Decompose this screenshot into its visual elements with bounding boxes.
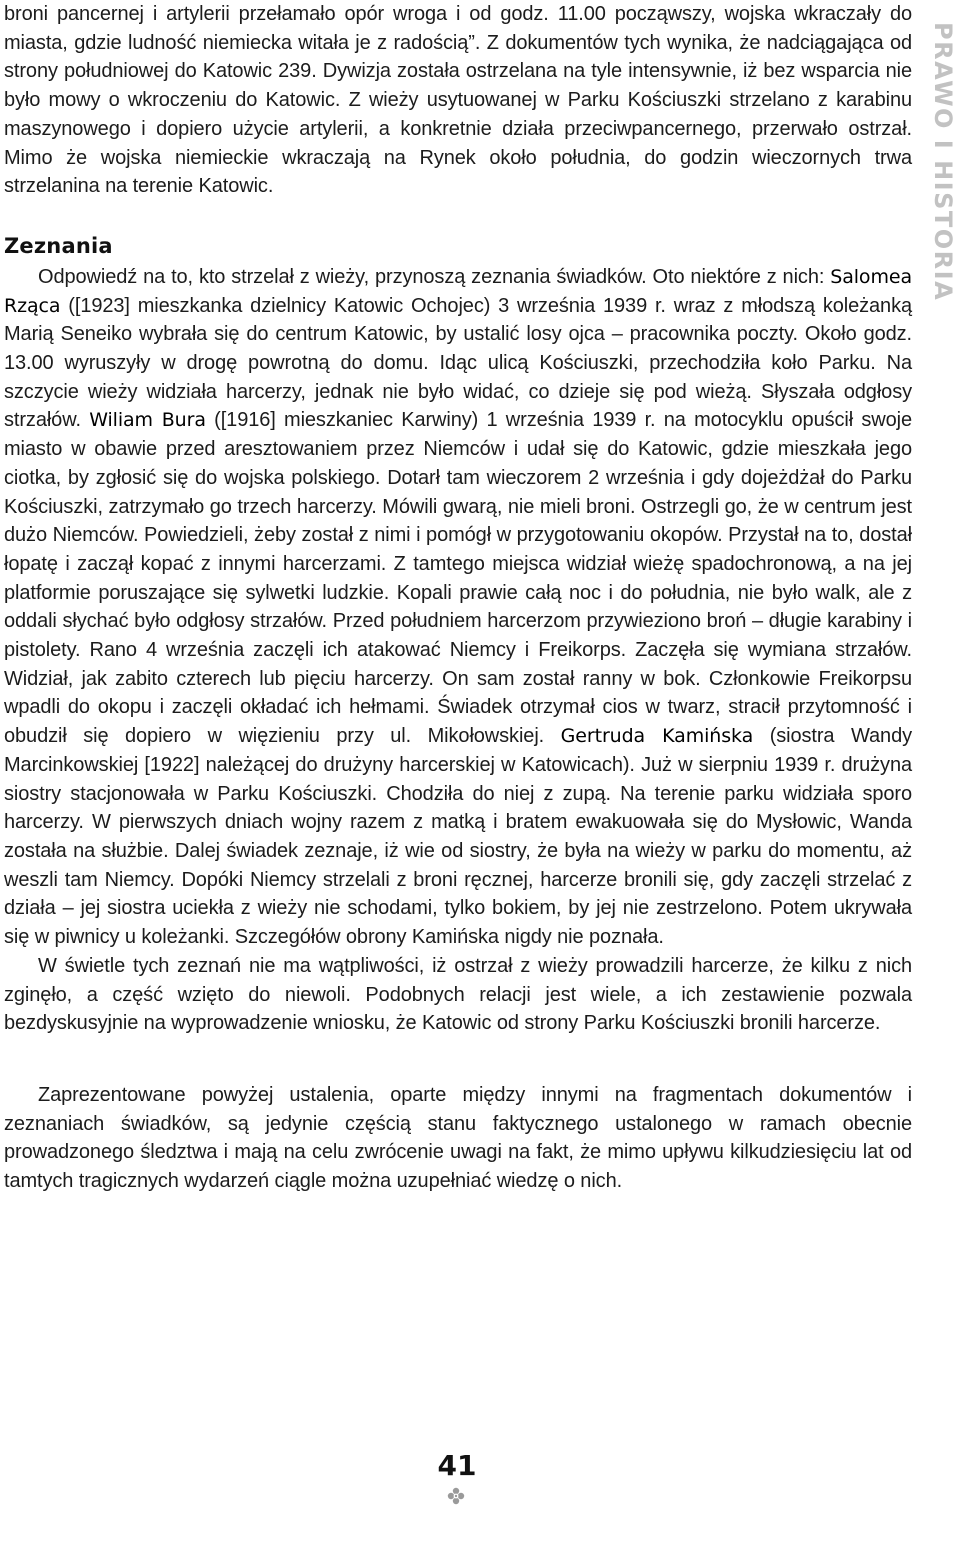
witness-name: Salomea Rząca (4, 265, 912, 317)
witness-testimony: ([1916] mieszkaniec Karwiny) 1 września 1939 r. na motocyklu opuścił swoje miasto w obawie przed aresztowaniem przez Niemców i udał się do Katowic, gdzie mieszkała jego ciotka, by zgłosić się do wojska polskiego. Dotarł tam wieczorem 2 września i gdy dojeżdżał do Parku Kościuszki, zatrzymało go trzech harcerzy. Mówili gwarą, nie mieli broni. Ostrzegli go, że w centrum jest dużo Niemców. Powiedzieli, żeby został z nimi i pomógł w przygotowaniu okopów. Przystał na to, dostał łopatę i zaczął kopać z innymi harcerzami. Z tamtego miejsca widział wieżę spadochronową, a na jej platformie poruszające się sylwetki ludzkie. Kopali prawie całą noc i do południa, nie było walk, ale z oddali słychać było odgłosy strzałów. Przed południem harcerzom przywieziono broń – długie karabiny i pistolety. Rano 4 września zaczęli ich atakować Niemcy i Freikorps. Zaczęła się wymiana strzałów. Widział, jak zabito czterech lub pięciu harcerzy. On sam został ranny w bok. Członkowie Freikorpsu wpadli do okopu i zaczęli okładać ich hełmami. Świadek otrzymał cios w twarz, stracił przytomność i obudził się dopiero w więzieniu przy ul. Mikołowskiej. (4, 409, 912, 748)
intro-paragraph: broni pancernej i artylerii przełamało opór wroga i od godz. 11.00 począwszy, wojska wkraczały do miasta, gdzie ludność niemiecka witała je z radością”. Z dokumentów tych wynika, że nadciągająca od strony południowej do Katowic 239. Dywizja została ostrzelana na tyle intensywnie, iż bez wsparcia nie było mowy o wkroczeniu do Katowic. Z wieży usytuowanej w Parku Kościuszki strzelano z karabinu maszynowego i dopiero użycie artylerii, a konkretnie działa przeciwpancernego, przerwało ostrzał. Mimo że wojska niemieckie wkraczają na Rynek około południa, do godzin wieczornych trwa strzelanina na terenie Katowic. (4, 3, 912, 198)
page-number: 41 (437, 1449, 477, 1482)
witness-name: Gertruda Kamińska (560, 725, 754, 748)
conclusion-paragraph: W świetle tych zeznań nie ma wątpliwości, iż ostrzał z wieży prowadzili harcerze, że kilku z nich zginęło, a część wzięto do niewoli. Podobnych relacji jest wiele, a ich zestawienie pozwala bezdyskusyjnie na wyprowadzenie wniosku, że Katowic od strony Parku Kościuszki bronili harcerze. (4, 954, 912, 1035)
closing-paragraph: Zaprezentowane powyżej ustalenia, oparte między innymi na fragmentach dokumentów i zeznaniach świadków, są jedynie częścią stanu faktycznego ustalonego w ramach obecnie prowadzonego śledztwa i mają na celu zwrócenie uwagi na fakt, że mimo upływu kilkudziesięciu lat od tamtych tragicznych wydarzeń ciągle można uzupełniać wiedzę o nich. (4, 1083, 912, 1193)
witness-testimony: ([1923] mieszkanka dzielnicy Katowic Ochojec) 3 września 1939 r. wraz z młodszą koleżanką Marią Seneiko wybrała się do centrum Katowic, by ustalić losy ojca – pracownika poczty. Około godz. 13.00 wyruszyły w drogę powrotną do domu. Idąc ulicą Kościuszki, przechodziła koło Parku. Na szczycie wieży widziała harcerzy, jednak nie było widać, co dzieje się pod wieżą. Słyszała odgłosy strzałów. (4, 294, 912, 432)
witness-testimony: (siostra Wandy Marcinkowskiej [1922] należącej do drużyny harcerskiej w Katowicach). Już w sierpniu 1939 r. drużyna siostry stacjonowała w Parku Kościuszki. Chodziła do niej z zupą. Na terenie parku widziała sporo harcerzy. W pierwszych dniach wojny razem z matką i bratem ewakuowała się do Mysłowic, Wanda została na służbie. Dalej świadek zeznaje, iż wie od siostry, że była na wieży w parku do momentu, aż weszli tam Niemcy. Dopóki Niemcy strzelali z broni ręcznej, harcerze bronili się, gdy zaczęli strzelać z działa – jej siostra uciekła z wieży nie schodami, tylko bokiem, by jej nie zestrzelono. Potem ukrywała się w piwnicy u koleżanki. Szczegółów obrony Kamińska nigdy nie poznała. (4, 725, 912, 949)
article-page (4, 0, 912, 1196)
floral-ornament-icon (446, 1486, 466, 1506)
testimonies-paragraph (4, 263, 912, 952)
section-side-label: PRAWO I HISTORIA (929, 22, 957, 302)
witness-name: Wiliam Bura (89, 409, 206, 432)
section-heading: Zeznania (4, 233, 113, 258)
testimonies-lead: Odpowiedź na to, kto strzelał z wieży, przynoszą zeznania świadków. Oto niektóre z nich: (38, 265, 825, 288)
